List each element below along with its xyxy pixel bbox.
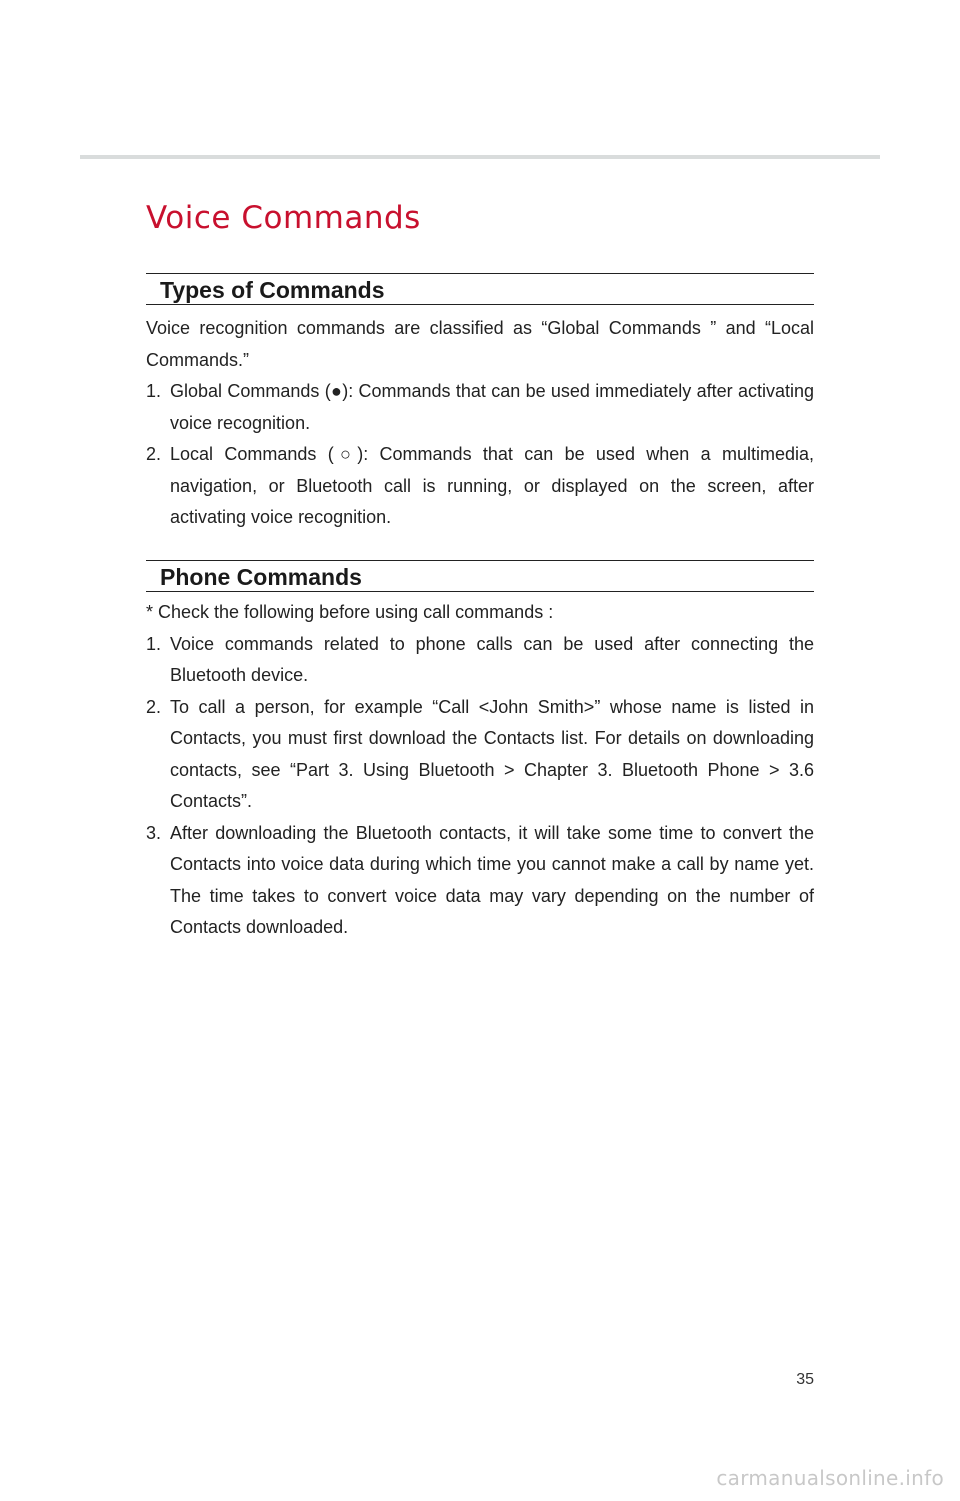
list-text: After downloading the Bluetooth contacts, it will take some time to convert the Contacts into voice data during which time you cannot make a call by name yet. The time takes to convert voice data may vary depending on the number of Contacts downloaded. — [170, 822, 814, 937]
list-item — [146, 376, 814, 439]
list-number: 3. — [146, 822, 162, 843]
list-text: Local Commands (○): Commands that can be used when a multimedia, navigation, or Bluetooth call is running, or displayed on the screen, after activating voice recognition. — [170, 444, 814, 527]
list-number: 2. — [146, 696, 162, 717]
section-content — [146, 597, 814, 944]
section-heading: Types of Commands — [160, 277, 385, 303]
top-divider — [80, 155, 880, 159]
list-text: Voice commands related to phone calls can be used after connecting the Bluetooth device. — [170, 633, 814, 685]
list-text: Global Commands (●): Commands that can be used immediately after activating voice recognition. — [170, 381, 814, 433]
list-number: 1. — [146, 633, 162, 654]
types-of-commands-section — [146, 273, 814, 534]
section-heading: Phone Commands — [160, 564, 362, 590]
list-number: 2. — [146, 444, 162, 464]
list-number: 1. — [146, 381, 162, 401]
list-item — [146, 818, 814, 944]
intro-paragraph: * Check the following before using call commands : — [146, 602, 554, 622]
chapter-title: Voice Commands — [146, 200, 421, 236]
section-header — [146, 560, 814, 592]
phone-commands-section — [146, 560, 814, 944]
list-item — [146, 692, 814, 818]
section-content — [146, 313, 814, 534]
commands-type-list — [146, 376, 814, 534]
section-header — [146, 273, 814, 305]
watermark-link[interactable]: carmanualsonline.info — [716, 1466, 944, 1490]
phone-checklist — [146, 629, 814, 944]
intro-paragraph: Voice recognition commands are classified as “Global Commands ” and “Local Commands.” — [146, 318, 814, 370]
list-text: To call a person, for example “Call <John Smith>” whose name is listed in Contacts, you must first download the Contacts list. For details on downloading contacts, see “Part 3. Using Bluetooth > Chapter 3. Bluetooth Phone > 3.6 Contacts”. — [170, 696, 814, 811]
list-item — [146, 439, 814, 534]
page-number: 35 — [796, 1371, 814, 1388]
list-item — [146, 629, 814, 692]
